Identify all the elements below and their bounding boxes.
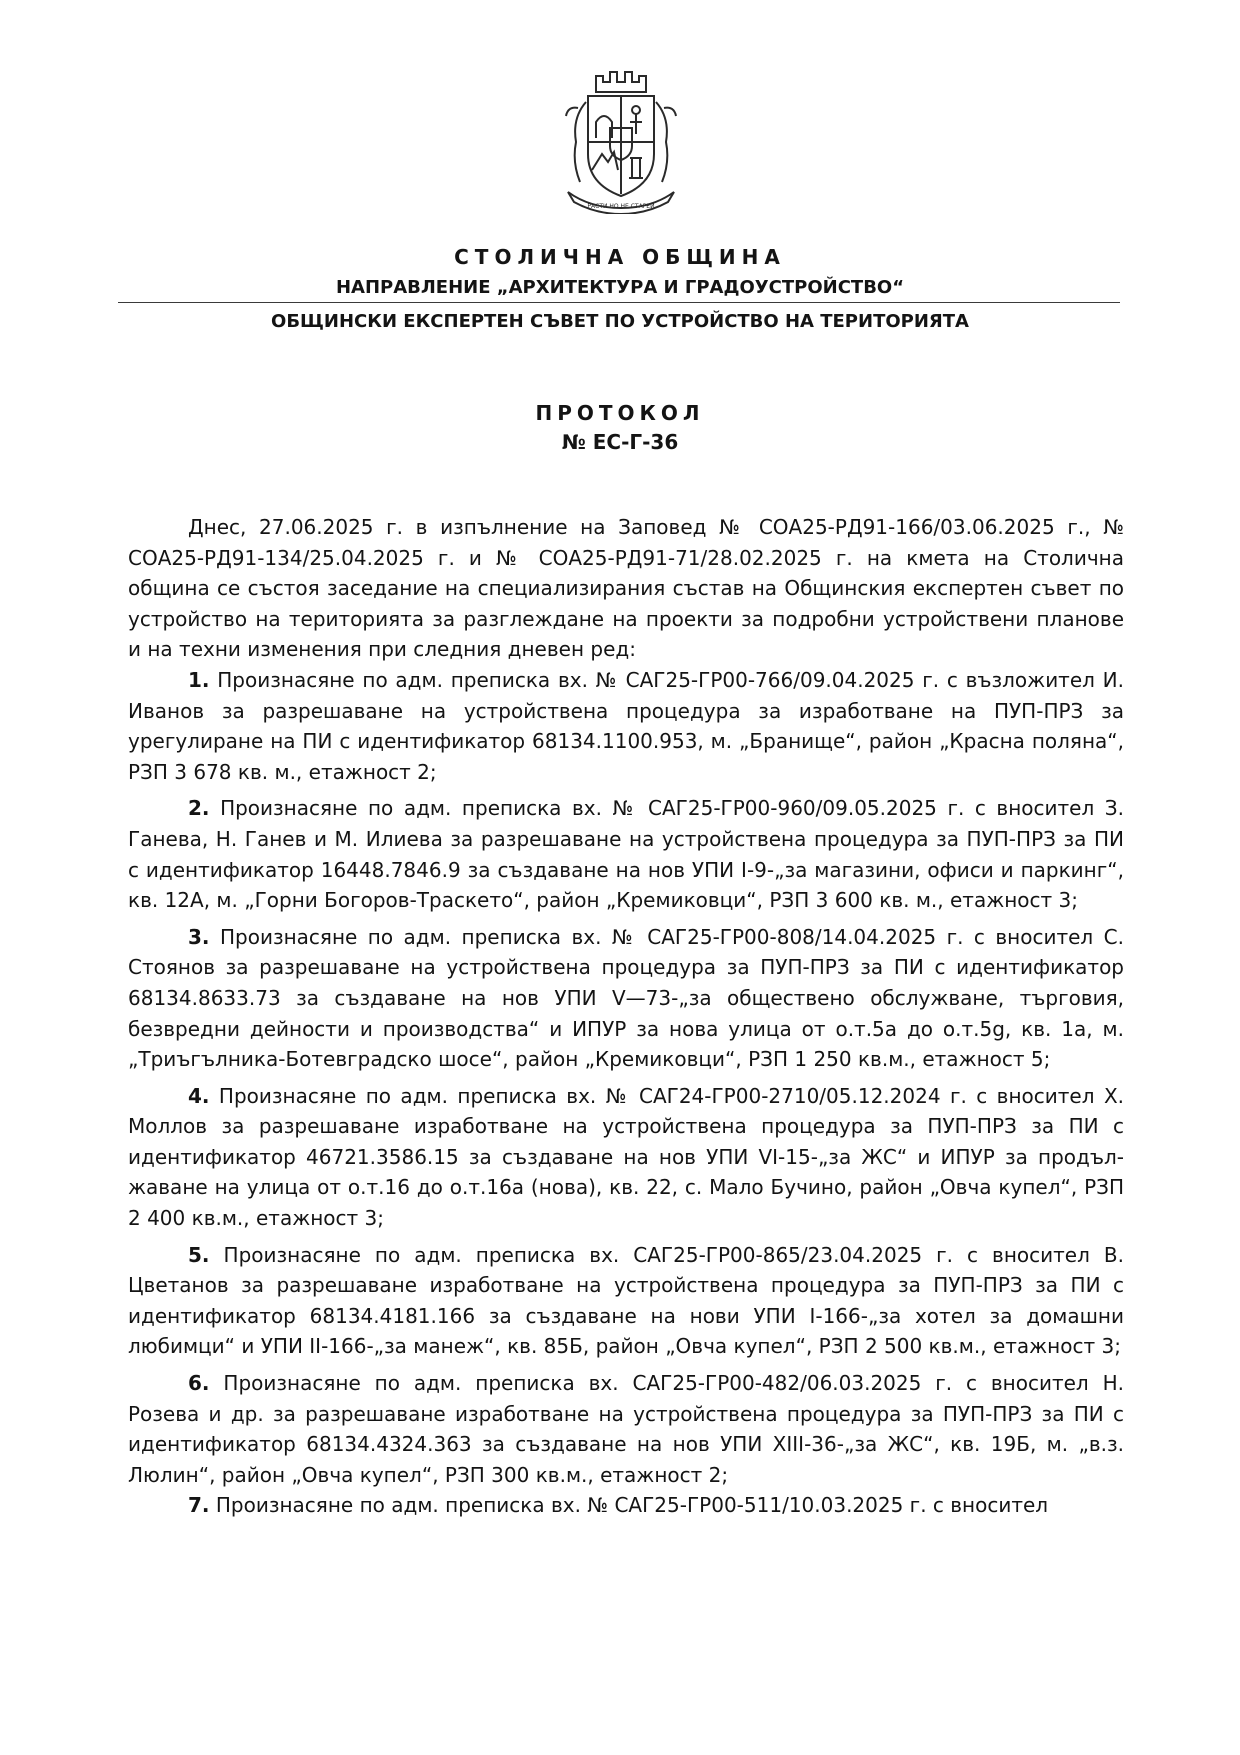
agenda-item-number: 1. — [188, 667, 210, 692]
agenda-item — [128, 665, 1124, 787]
protocol-body — [128, 512, 1124, 1521]
agenda-item — [128, 1240, 1124, 1362]
agenda-item — [128, 1490, 1124, 1521]
agenda-item-number: 4. — [188, 1083, 210, 1108]
sofia-coat-of-arms-icon — [550, 62, 692, 214]
document-number: № ЕС-Г-36 — [561, 430, 679, 454]
agenda-item — [128, 1081, 1124, 1234]
agenda-item-text: Произнасяне по адм. преписка вх. САГ25-ГР00-482/06.03.2025 г. с вносител Н. Розева и др. за разрешаване изработване на устройствена процедура за ПУП-ПРЗ за ПИ с идентификатор 68134.4324.363 за създаване на нов УПИ XIII-36-„за ЖС“, кв. 19Б, м. „в.з. Люлин“, район „Овча купел“, РЗП 300 кв.м., етажност 2; — [128, 1371, 1124, 1487]
agenda-item-number: 6. — [188, 1371, 210, 1396]
agenda-item-text: Произнасяне по адм. преписка вх. № САГ25-ГР00-808/14.04.2025 г. с вносител С. Стоянов за разрешаване на устройствена процедура за ПУП-ПРЗ за ПИ с идентификатор 68134.8633.73 за създаване на нов УПИ V—73-„за обществено обслужване, търговия, безвредни дейности и производства“ и ИПУР за нова улица от о.т.5а до о.т.5g, кв. 1а, м. „Триъгълника-Ботевградско шосе“, район „Кремиковци“, РЗП 1 250 кв.м., етажност 5; — [128, 924, 1124, 1072]
header-divider — [118, 302, 1120, 303]
agenda-item-text: Произнасяне по адм. преписка вх. № САГ24-ГР00-2710/05.12.2024 г. с вносител Х. Моллов за разрешаване изработване на устройствена процедура за ПУП-ПРЗ за ПИ с идентификатор 46721.3586.15 за създаване на нов УПИ VI-15-„за ЖС“ и ИПУР за продължаване на улица от о.т.16 до о.т.16а (нова), кв. 22, с. Мало Бучино, район „Овча купел“, РЗП 2 400 кв.м., етажност 3; — [128, 1083, 1124, 1231]
council-name: ОБЩИНСКИ ЕКСПЕРТЕН СЪВЕТ ПО УСТРОЙСТВО НА ТЕРИТОРИЯТА — [271, 311, 969, 332]
crest-motto: РАСТИ НО НЕ СТАРЕЙ — [587, 203, 655, 210]
agenda-item-text: Произнасяне по адм. преписка вх. № САГ25-ГР00-960/09.05.2025 г. с вносител З. Ганева, Н. Ганев и М. Илиева за разрешаване на устройствена процедура за ПУП-ПРЗ за ПИ с идентификатор 16448.7846.9 за създаване на нов УПИ I-9-„за магазини, офиси и паркинг“, кв. 12А, м. „Горни Богоров-Траскето“, район „Кремиковци“, РЗП 3 600 кв. м., етажност 3; — [128, 796, 1124, 913]
intro-paragraph: Днес, 27.06.2025 г. в изпълнение на Заповед № СОА25-РД91-166/03.06.2025 г., № СОА25-РД91-134/25.04.2025 г. и № СОА25-РД91-71/28.02.2025 г. на кмета на Столична община се състоя заседание на специализирания състав на Общинския експертен съвет по устройство на територията за разглеждане на проекти за подробни устройствени планове и на техни изменения при следния дневен ред: — [128, 515, 1124, 662]
agenda-item-text: Произнасяне по адм. преписка вх. САГ25-ГР00-865/23.04.2025 г. с вносител В. Цветанов за разрешаване изработване на устройствена процедура за ПУП-ПРЗ за ПИ с идентификатор 68134.4181.166 за създаване на нови УПИ I-166-„за хотел за домашни любимци“ и УПИ II-166-„за манеж“, кв. 85Б, район „Овча купел“, РЗП 2 500 кв.м., етажност 3; — [128, 1242, 1124, 1359]
agenda-item — [128, 922, 1124, 1075]
agenda-item-text: Произнасяне по адм. преписка вх. № САГ25-ГР00-766/09.04.2025 г. с възложител И. Иванов за разрешаване на устройствена процедура за изработване на ПУП-ПРЗ за урегулиране на ПИ с идентификатор 68134.1100.953, м. „Бранище“, район „Красна поляна“, РЗП 3 678 кв. м., етажност 2; — [128, 667, 1124, 784]
agenda-item-text: Произнасяне по адм. преписка вх. № САГ25-ГР00-511/10.03.2025 г. с вносител — [209, 1493, 1049, 1518]
agenda-item-number: 3. — [188, 924, 210, 949]
document-title: ПРОТОКОЛ — [535, 401, 705, 425]
department-name: НАПРАВЛЕНИЕ „АРХИТЕКТУРА И ГРАДОУСТРОЙСТВО“ — [335, 277, 905, 298]
agenda-item — [128, 793, 1124, 915]
agenda-item — [128, 1368, 1124, 1490]
agenda-item-number: 5. — [188, 1242, 210, 1267]
agenda-item-number: 7. — [188, 1493, 210, 1518]
organization-name: СТОЛИЧНА ОБЩИНА — [454, 245, 786, 269]
agenda-item-number: 2. — [188, 796, 210, 821]
